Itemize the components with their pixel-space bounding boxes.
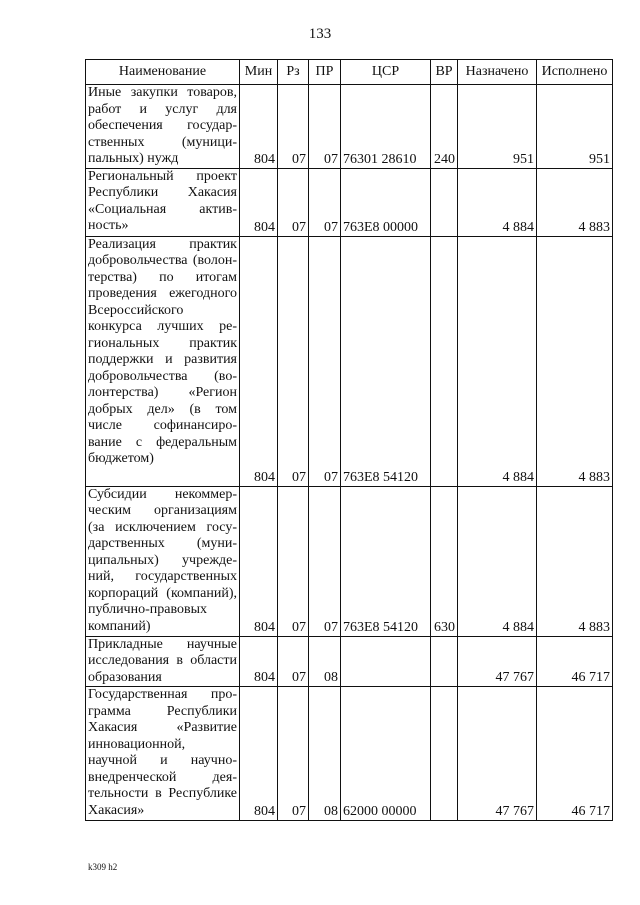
row-executed: 46 717 (537, 687, 613, 821)
row-assigned: 4 884 (458, 168, 537, 236)
table-row (86, 486, 613, 636)
row-executed: 4 883 (537, 486, 613, 636)
header-rz: Рз (278, 60, 309, 85)
row-name: Региональный проект Республики Хакасия «Социальная активность» (86, 168, 240, 236)
row-min: 804 (240, 687, 278, 821)
row-name: Прикладные научные исследования в области образования (86, 636, 240, 687)
row-min: 804 (240, 636, 278, 687)
table-row (86, 636, 613, 687)
table-row (86, 687, 613, 821)
row-vr (431, 168, 458, 236)
row-pr: 07 (309, 168, 341, 236)
row-csr (341, 636, 431, 687)
row-min: 804 (240, 486, 278, 636)
row-vr: 240 (431, 85, 458, 169)
page-number: 133 (308, 26, 332, 42)
row-vr (431, 236, 458, 486)
row-rz: 07 (278, 236, 309, 486)
row-pr: 08 (309, 636, 341, 687)
row-name: Субсидии некоммерческим организациям (за исключением государственных (муниципальных) учреждений, государственных корпораций (компаний), публично-правовых компаний) (86, 486, 240, 636)
header-executed: Исполнено (537, 60, 613, 85)
row-name: Реализация практик добровольчества (волонтерства) по итогам проведения ежегодного Всероссийского конкурса лучших региональных практик поддержки и развития добровольчества (волонтерства) «Регион добрых дел» (в том числе софинансирование с федеральным бюджетом) (86, 236, 240, 486)
row-pr: 08 (309, 687, 341, 821)
row-executed: 46 717 (537, 636, 613, 687)
header-row (86, 60, 613, 85)
budget-table (85, 59, 613, 821)
row-assigned: 47 767 (458, 636, 537, 687)
row-assigned: 951 (458, 85, 537, 169)
header-min: Мин (240, 60, 278, 85)
row-csr: 76301 28610 (341, 85, 431, 169)
row-min: 804 (240, 85, 278, 169)
row-executed: 951 (537, 85, 613, 169)
row-assigned: 4 884 (458, 486, 537, 636)
row-pr: 07 (309, 85, 341, 169)
row-rz: 07 (278, 636, 309, 687)
row-vr: 630 (431, 486, 458, 636)
row-pr: 07 (309, 486, 341, 636)
row-executed: 4 883 (537, 236, 613, 486)
table-row (86, 168, 613, 236)
header-vr: ВР (431, 60, 458, 85)
row-rz: 07 (278, 687, 309, 821)
table-row (86, 236, 613, 486)
row-pr: 07 (309, 236, 341, 486)
row-name: Государственная программа Республики Хакасия «Развитие инновационной, научной и научно-внедренческой деятельности в Республике Хакасия» (86, 687, 240, 821)
row-min: 804 (240, 236, 278, 486)
row-csr: 62000 00000 (341, 687, 431, 821)
row-min: 804 (240, 168, 278, 236)
row-vr (431, 687, 458, 821)
header-name: Наименование (86, 60, 240, 85)
row-rz: 07 (278, 168, 309, 236)
footer-code: k309 h2 (88, 862, 118, 872)
row-rz: 07 (278, 85, 309, 169)
row-csr: 763E8 54120 (341, 486, 431, 636)
table-row (86, 85, 613, 169)
row-assigned: 4 884 (458, 236, 537, 486)
row-rz: 07 (278, 486, 309, 636)
row-vr (431, 636, 458, 687)
row-name: Иные закупки товаров, работ и услуг для обеспечения государственных (муниципальных) нужд (86, 85, 240, 169)
row-csr: 763E8 54120 (341, 236, 431, 486)
header-pr: ПР (309, 60, 341, 85)
row-executed: 4 883 (537, 168, 613, 236)
row-assigned: 47 767 (458, 687, 537, 821)
header-csr: ЦСР (341, 60, 431, 85)
row-csr: 763E8 00000 (341, 168, 431, 236)
header-assigned: Назначено (458, 60, 537, 85)
